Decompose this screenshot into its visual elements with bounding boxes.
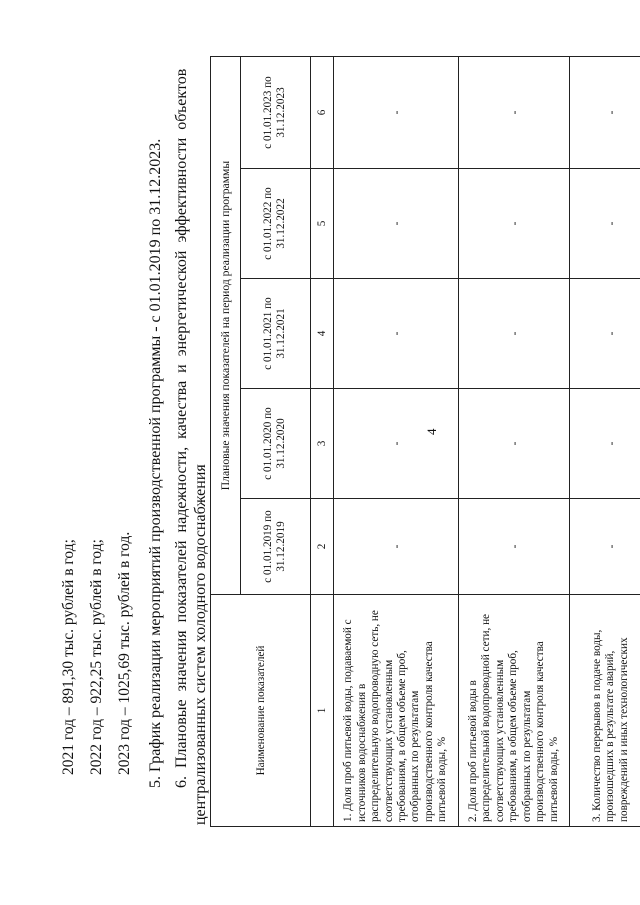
section-5-schedule: 5. График реализации мероприятий производственной программы - с 01.01.2019 по 31.12.2023.	[147, 138, 164, 788]
indicator-name: 1. Доля проб питьевой воды, подаваемой с источников водоснабжения в распределительную водопроводную сеть, не соответствующих установленным требованиям, в общем объеме проб, отобранных по результатам производственного контроля качества питьевой воды, %	[334, 595, 459, 827]
indicator-value: -	[334, 169, 459, 279]
table-row	[570, 57, 640, 827]
indicator-value: -	[570, 499, 640, 595]
indicator-value: -	[334, 499, 459, 595]
indicator-value: -	[459, 389, 570, 499]
column-number-row	[311, 57, 334, 827]
budget-line-2023: 2023 год – 1025,69 тыс. рублей в год.	[116, 531, 133, 775]
indicator-value: -	[334, 389, 459, 499]
indicator-name: 3. Количество перерывов в подаче воды, произошедших в результате аварий, повреждений и иных технологических	[570, 595, 640, 827]
header-period-2021: с 01.01.2021 по 31.12.2021	[240, 279, 310, 389]
budget-line-2021: 2021 год – 891,30 тыс. рублей в год;	[60, 539, 77, 775]
column-number: 5	[311, 169, 334, 279]
column-number: 4	[311, 279, 334, 389]
indicator-value: -	[334, 57, 459, 169]
indicator-value: -	[570, 169, 640, 279]
indicator-value: -	[334, 279, 459, 389]
column-number: 3	[311, 389, 334, 499]
indicator-value: -	[570, 57, 640, 169]
indicator-value: -	[570, 389, 640, 499]
section-6-heading: 6. Плановые значения показателей надежности, качества и энергетической эффективности объектов	[173, 68, 190, 788]
table-row	[334, 57, 459, 827]
header-indicator-name: Наименование показателей	[211, 595, 311, 827]
indicator-value: -	[570, 279, 640, 389]
indicator-name: 2. Доля проб питьевой воды в распределительной водопроводной сети, не соответствующих установленным требованиям, в общем объеме проб, отобранных по результатам производственного контроля качества питьевой воды, %	[459, 595, 570, 827]
header-period-2022: с 01.01.2022 по 31.12.2022	[240, 169, 310, 279]
indicator-value: -	[459, 57, 570, 169]
header-period-2020: с 01.01.2020 по 31.12.2020	[240, 389, 310, 499]
page-number: 4	[424, 428, 439, 435]
column-number: 6	[311, 57, 334, 169]
table-row	[459, 57, 570, 827]
indicator-value: -	[459, 169, 570, 279]
header-planned-values: Плановые значения показателей на период реализации программы	[211, 57, 241, 595]
budget-line-2022: 2022 год – 922,25 тыс. рублей в год;	[88, 539, 105, 775]
indicator-value: -	[459, 279, 570, 389]
column-number: 2	[311, 499, 334, 595]
header-period-2019: с 01.01.2019 по 31.12.2019	[240, 499, 310, 595]
section-6-heading-continued: централизованных систем холодного водоснабжения	[192, 464, 209, 825]
indicator-value: -	[459, 499, 570, 595]
header-period-2023: с 01.01.2023 по 31.12.2023	[240, 57, 310, 169]
indicators-table	[210, 56, 640, 827]
column-number: 1	[311, 595, 334, 827]
